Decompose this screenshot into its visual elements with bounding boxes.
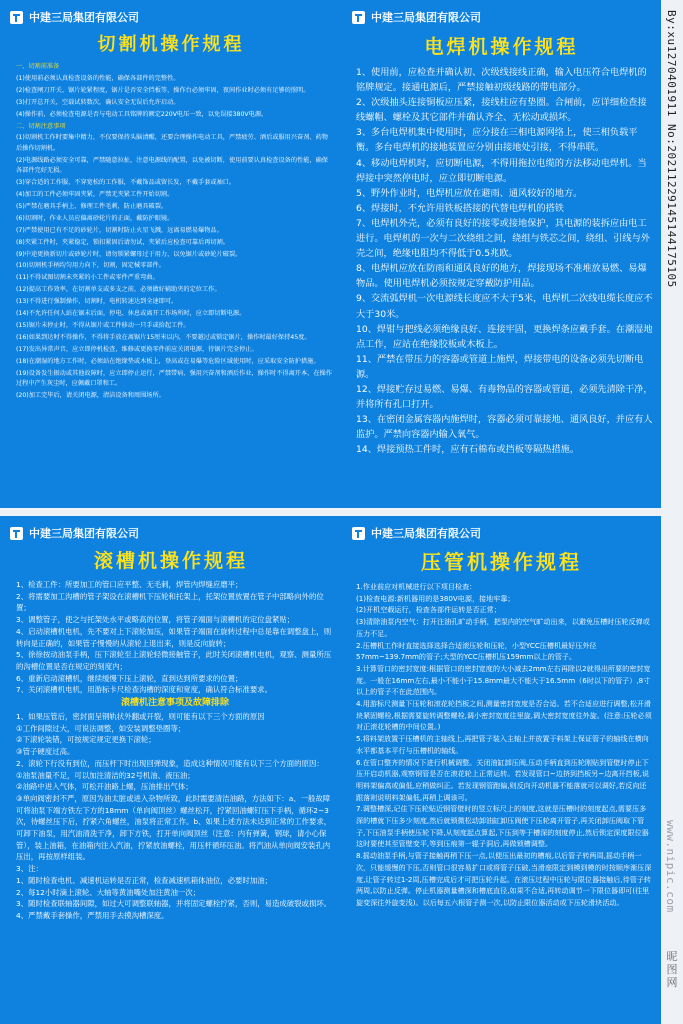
rule-item: (15)锯片未停止时，不得从锯片或工件移动一只手或拾起工件。: [16, 321, 190, 329]
rule-item: 4、移动电焊机时，应切断电源，不得用拖拉电缆的方法移动电焊机。当焊接中突然停电时，应立即切断电源。: [356, 157, 647, 184]
panel-groove-rolling-machine: [0, 516, 342, 1024]
section-subtitle: 滚槽机注意事项及故障排除: [120, 698, 229, 709]
watermark-brand: 昵图网: [666, 950, 678, 989]
rules-list: [342, 65, 661, 457]
section-heading: 一、切割前准备: [16, 63, 60, 70]
rule-item: ①油泵油量不足，可以加注清洁的32号机油、液压油；: [16, 770, 195, 780]
rule-item: 1.作业前应对机械进行以下项目检查：: [356, 582, 477, 591]
rule-item: 5、野外作业时，电焊机应放在避雨、通风较好的地方。: [356, 187, 583, 199]
section-heading: 二、切割注意事项: [16, 122, 66, 130]
rule-item: 5.将料架放置于压槽机的主轴线上,再把管子装入主轴上并放置于料架上保证管子的轴线在横向水平都基本平行与压槽机的轴线。: [356, 734, 649, 755]
rule-item: (3)打开总开关，空载试转数次，确认安全无误后允许启动。: [16, 98, 180, 106]
company-name: 中建三局集团有限公司: [371, 11, 481, 24]
rule-item: 3.计算管口的密封宽度:根据管口的密封宽度的大小减去2mm左右再除以2就得出所要的密封宽度。一般在16mm左右,最小不能小于15.8mm最大不能大于16.5mm（6时以下的管子）,8寸以上的管子不在此范围内。: [356, 663, 651, 697]
rule-item: 3、调整管子，使之与托架处水平或略高的位置，将管子端面与滚槽机的定位盘紧贴；: [16, 615, 295, 625]
rule-item: 9、交流弧焊机一次电源线长度应不大于5米，电焊机二次线电缆长度应不大于30米。: [356, 293, 653, 320]
rule-item: 1、随时检查电机、减速机运转是否正常，检查减速机箱体油位，必要时加油；: [16, 875, 272, 885]
rule-item: 1、使用前，应检查并确认初、次级线接线正确，输入电压符合电焊机的铭牌规定。接通电源后，严禁接触初级线路的带电部分。: [356, 67, 647, 94]
company-logo-icon: [10, 11, 23, 24]
rule-item: (6)切割时，作业人员应偏离砂轮片的正面，戴防护眼镜。: [16, 214, 174, 222]
rule-item: (1)切割机工作时要集中精力，不仅要保持头脑清醒，还要合理操作电动工具，严禁疲劳、酒后或服用兴奋剂、药物后操作切割机。: [16, 134, 328, 152]
panel-title: 切割机操作规程: [97, 34, 245, 55]
rule-item: (10)切割机手柄均匀用力向下，切割，固定械零部件。: [16, 262, 165, 270]
company-header: [0, 0, 342, 28]
rule-item: (20)加工完毕后，请关闭电源，清洁设备和周围场所。: [16, 391, 165, 399]
rule-item: (4)操作前，必须检查电源是否与电动工具铭牌的额定220V电压一致，以免误接380V电源。: [16, 110, 268, 118]
rule-item: ②油路中进入气体，可松开油路上螺，压油排出气体；: [16, 782, 193, 792]
panel-cutting-machine: [0, 0, 342, 508]
panel-welding-machine: [342, 0, 661, 508]
rule-item: (1)检查电源:新机器用的是380V电源，接地牢靠；: [356, 593, 515, 603]
rule-item: (2)开机空载运行，检查各部件运转是否正常；: [356, 605, 501, 615]
rule-item: (8)夹紧工件时，夹紧稳定，锁扣紧固后请勿试，夹紧后应检查可靠后再切割。: [16, 238, 229, 246]
rule-item: (14)不允许任何人站在锯末后面，停电、休息或离开工作场所时，应立即切断电源。: [16, 310, 246, 318]
rule-item: 10、焊钳与把线必须绝缘良好、连接牢固，更换焊条应戴手套。在潮湿地点工作，应站在绝缘胶板或木板上。: [356, 323, 653, 350]
rule-item: 2.压槽机工作时直接选择选择合适滚压轮和压轮，小型YCC压槽机最好压外径57mm~139.7mm的管子;大型的YCC压槽机压159mm以上的管子。: [356, 640, 597, 662]
company-header: [342, 0, 661, 28]
company-header: [342, 516, 661, 544]
rule-item: 5、徐徐按动油泵手柄，压下滚轮至上滚轮轻微接触管子，此时关闭滚槽机电机，观察、测量所压的沟槽位置是否在规定的刻度内；: [16, 650, 332, 671]
rule-item: (3)清除油泵内空气：打开注油孔旷动手柄，把泵内的空气旷动出来，以避免压槽时压轮反弹或压力不足。: [356, 617, 650, 638]
company-header: [0, 516, 342, 544]
rule-item: 3、多台电焊机集中使用时，应分接在三相电源网络上，使三相负载平衡。多台电焊机的接地装置应分别由接地处引接，不得串联。: [356, 127, 638, 154]
rule-item: 11、严禁在带压力的容器或管道上施焊，焊接带电的设备必须先切断电源。: [356, 353, 644, 380]
panel-title: 电焊机操作规程: [424, 36, 579, 58]
rule-item: 13、在密闭金属容器内施焊时，容器必须可靠接地、通风良好，并应有人监护。严禁向容器内输入氧气。: [356, 414, 653, 441]
rule-item: 8、电焊机应放在防雨和通风良好的地方，焊接现场不准堆放易燃、易爆物品。使用电焊机必须按规定穿戴防护用品。: [356, 263, 647, 290]
rule-item: 4.用游标尺测量下压轮和滚花轮挡板之间,测量密封宽度是否合适。若不合适应进行调整,松开滑块紧固螺栓,根据需要旋转调整螺栓,调小密封宽度往里旋,调大密封宽度往外旋。(注意:压轮必须对正滚花轮槽的中间位置。): [356, 699, 652, 732]
rule-item: 2、滚轮下行没有到位，而压杆下时出现回弹现象，造成这种情况可能有以下三个方面的原因：: [16, 758, 324, 768]
company-logo-icon: [10, 527, 23, 540]
rule-item: (16)如果到达时不得操作，不得将手放在离锯片15厘米以内，不要越过或锁定锯片，操作时最好保持45度。: [16, 333, 311, 341]
rule-item: 7、关闭滚槽机电机，用游标卡尺检查沟槽的深度和宽度，确认符合标准要求。: [16, 685, 272, 695]
rule-item: 6、重新启动滚槽机，继续缓慢下压上滚轮，直到达到所要求的位置；: [16, 673, 243, 683]
rule-item: 2、将需要加工沟槽的管子架设在滚槽机下压轮和托架上，托架位置放置在管子中部略向外的位置；: [16, 591, 324, 613]
rule-item: (13)不得进行强制操作，切割时，电机转速达到全速即可。: [16, 298, 178, 306]
rule-item: (12)提高工作效率，在切割单支或多支之前，必须做好辅助夹的定位工作。: [16, 286, 221, 294]
company-name: 中建三局集团有限公司: [29, 11, 139, 24]
rule-item: (5)严禁在磨具手柄上、修理工件毛刺，防止磨具破裂。: [16, 202, 168, 210]
rule-item: 4、严禁戴手套操作，严禁用手去摸沟槽深度。: [16, 910, 169, 920]
rule-item: 7、电焊机外壳，必须有良好的接零或接地保护，其电源的装拆应由电工进行。电焊机的一次与二次绕组之间，绕组与铁芯之间，绕组、引线与外壳之间，绝缘电阻均不得低于0.5兆欧。: [356, 217, 650, 260]
rule-item: (18)在潮湿的地方工作时，必须站在绝缘垫或木板上，登高或在易爆等危险区域使用时，应采取安全防护措施。: [16, 357, 320, 365]
panel-pipe-pressing-machine: [342, 516, 661, 1024]
watermark-id: By:xu1270401911 No:20211229145144175105: [665, 10, 678, 288]
rule-item: 3、注：: [16, 864, 43, 874]
rule-item: 6.在管口整齐的情况下进行机械调整。关闭油缸卸压阀,压动手柄直到压轮刚贴到管壁时停止下压开启动机器,观察钢管是否在滚花轮上正常运转。若发现管口~边挤到挡板另~边离开挡板,说明料架偏高或偏低,应稍做纠正。若发现钢管跑偏,则反向开动机器不能落就可以调好,若反向还跟落则说明料架偏低,再稍上调该可。: [356, 757, 650, 802]
rule-item: ①工作间隙过大，可说法调整，如安装调整垫圈等；: [16, 723, 186, 733]
company-logo-icon: [352, 527, 365, 540]
rule-item: 2、次级抽头连接铜板应压紧，接线柱应有垫圈。合闸前，应详细检查接线螺帽、螺栓及其它部件并确认齐全、无松动或损坏。: [356, 97, 647, 124]
rule-item: (11)不得试图切割未夹紧的小工件或零件严重弯曲。: [16, 274, 159, 282]
rule-item: 12、焊接贮存过易燃、易爆、有毒物品的容器或管道，必须先清除干净，并将所有孔口打开。: [356, 383, 653, 411]
panel-title: 滚槽机操作规程: [93, 550, 248, 572]
rules-list: [0, 579, 342, 922]
rule-item: 1、检查工件：所要加工的管口应平整、无毛刺，焊管内焊缝应磨平；: [16, 580, 243, 589]
company-logo-icon: [352, 11, 365, 24]
rule-item: ③单向阀密封不严，原因为油太脏或进入杂物所致，此时需要清洁油路，方法如下：a、一般故障可将油泵下端方铁左下方的18mm（单向阀顶丝）螺丝松开，拧紧回油螺钉压下手柄，循环2~3次，待螺丝压下后，拧紧六角螺丝，油泵将正常工作。b、如果上述方法未达到正常的工作要求，可卸下油泵，用汽油清洗干净，卸下方铁，打开单向阀顶丝（注意：内有弹簧，钢球，请小心保管），装上油箱，在油箱内注入汽油，拧紧放油螺栓，用压杆循环压油。将汽油从单向阀安装孔内压出，再按原样组装。: [16, 793, 332, 862]
rule-item: 1、如果压管后，密封面呈钢轨状外翻或开裂，则可能有以下三个方面的原因: [16, 712, 265, 722]
rule-item: 7.调整槽深,记住下压轮贴近钢管壁时的竖立标尺上的刻度,这就是压槽时的刻度起点,需要压多深的槽就下压多少刻度,然后就锁微松动卸油缸卸压阀使下压轮离开管子,再关闭卸压阀取下管子,下压油泵手柄使压轮下降,从刻度起点算起,下压到等于槽深的刻度停止,然后锁定深度限位器这时要使其至管壁变平,等到压痕第一辊子洞后,再做锁槽调整。: [356, 804, 649, 849]
watermark-site: www.nipic.com: [664, 820, 677, 913]
rule-item: (2)检查闸刀开关、锯片轮紧程度，锯片是否安全挡板等，操作台必须牢固，夜间作业时必须有足够的照明。: [16, 86, 310, 94]
rule-item: 4、启动滚槽机电机，先不要对上下滚轮加压，如果管子端面在旋转过程中总是靠在调整盘上，则转向是正确的，如果管子慢慢的从滚轮上退出来，则是反向旋转；: [16, 626, 332, 648]
rules-list: [0, 62, 342, 401]
rule-item: (2)电源线路必须安全可靠，严禁随意拉扯，注意电源线的配置，以免被切断，使用前要认真检查设备的性能，确保各部件完好无损。: [16, 156, 328, 175]
rule-item: ③管子硬度过高。: [16, 747, 75, 757]
rule-item: (1)使用前必须认真检查设备的性能，确保各部件的完整性。: [16, 74, 180, 82]
rule-item: (17)发出异常声音，应立即停机检查，维修或更换零件前应关闭电源，待锯片完全停止。: [16, 345, 258, 353]
rule-item: 2、每12小时滴上滚轮、大轴等黄油嘴处加注黄油一次；: [16, 887, 201, 897]
rule-item: (3)穿合适的工作服，不穿宽松的工作服，不戴饰品或留长发，不戴手套或袖口。: [16, 179, 236, 187]
rule-item: (19)设备发生振动或其他故障时，应立即停止运行，严禁带病、强用兴奋剂和酒后作业，操作时不得离开本，在操作过程中产生灰尘时，应佩戴口罩和工。: [16, 369, 332, 387]
panel-title: 压管机操作规程: [421, 550, 582, 574]
rule-item: 8.摇动油泵手柄,与管子接触再稍下压一点,以便压出最初的槽痕,以后管子转两周,摇动手柄一次，只能缓慢的下压,否则管口很容易扩口或将管子压破,当滑座限定到模到模的时按顺序渐压深度,让管子转过1-2周,压槽完成后才可把压轮升起。在滚压过程中压轮与限位器接触后,待管子转两周,以防止反弹。停止机器测量槽深和槽底直径,如果不合适,再转动调节一下限位器即可(往里旋变深往外旋变浅)。以后每五六根管子测一次,以防止限位器活动或下压轮滑块活动。: [356, 851, 652, 907]
rule-item: 14、焊接预热工件时，应有石棉布或挡板等隔热措施。: [356, 444, 580, 456]
rule-item: (4)加工的工件必须牢固夹紧，严禁无夹紧工件开始切割。: [16, 190, 174, 198]
rule-item: (9)中途更换新切片或砂轮片时，请勿锁紧螺母过于用力，以免锯片或砂轮片破裂。: [16, 250, 242, 258]
rules-list: [342, 581, 661, 909]
company-name: 中建三局集团有限公司: [29, 527, 139, 540]
company-name: 中建三局集团有限公司: [371, 527, 481, 540]
rule-item: 6、焊接时，不允许用铁板搭接的代替电焊机的搭铁: [356, 202, 564, 214]
rule-item: (7)严禁使用已有不足的砂轮片，切割时防止火星飞溅，远离易燃易爆物品。: [16, 226, 223, 234]
rule-item: ②下滚轮装错，可按规定规定更换下滚轮；: [16, 735, 156, 745]
rule-item: 3、随时检查联轴器间隙，如过大可调整联轴器，并将固定螺栓拧紧，否则，易造成破裂或损坏。: [16, 899, 332, 909]
